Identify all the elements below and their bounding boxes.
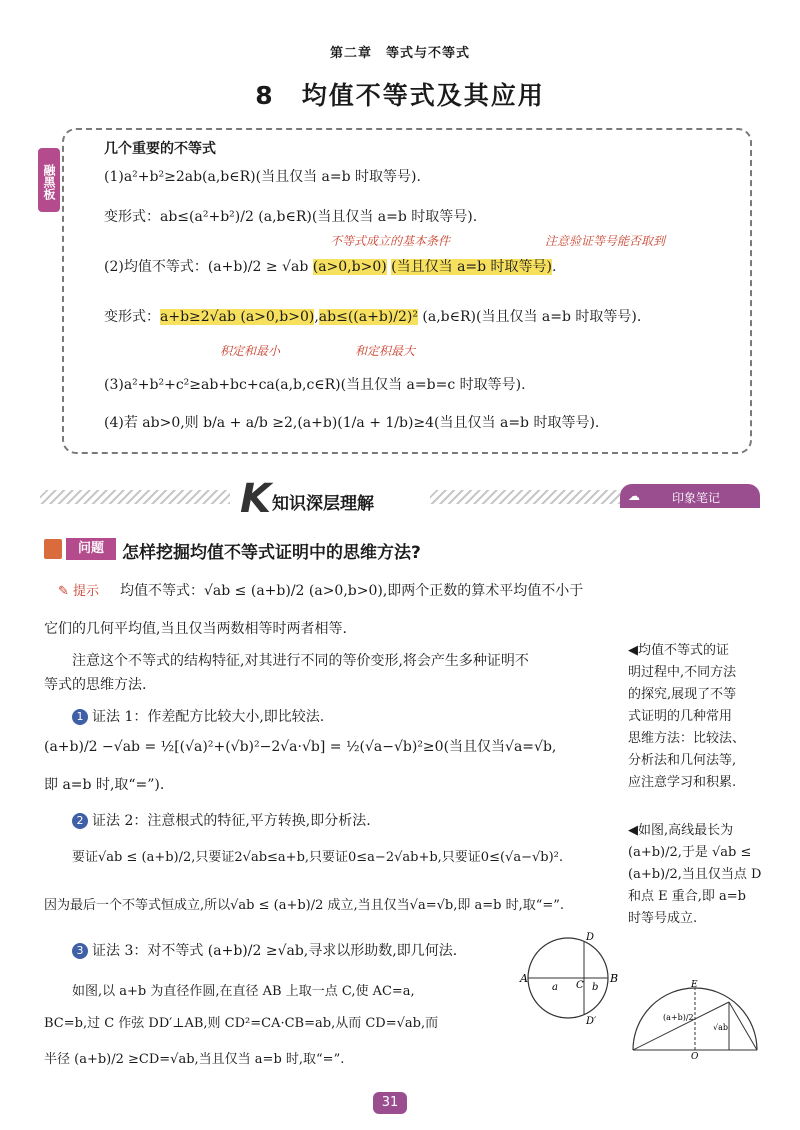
hint-label: ✎ 提示 [58, 584, 100, 599]
side-note-1: ◀均值不等式的证 明过程中,不同方法 的探究,展现了不等 式证明的几种常用 思维方法：比较法、 分析法和几何法等, 应注意学习和积累. [628, 643, 746, 790]
label-o-point: O [691, 1052, 699, 1060]
note-basic-condition: 不等式成立的基本条件 [330, 234, 451, 248]
semicircle-figure [625, 980, 765, 1060]
label-b-length: b [592, 982, 599, 993]
chapter-header: 第二章 等式与不等式 [329, 46, 470, 61]
board-line-6: (4)若 ab>0,则 b/a + a/b ≥2,(a+b)(1/a + 1/b)≥4(当且仅当 a=b 时取等号). [104, 415, 600, 431]
para-line-1: 注意这个不等式的结构特征,对其进行不同的等价变形,将会产生多种证明不 [72, 653, 529, 669]
method-3-line-2: BC=b,过 C 作弦 DD′⊥AB,则 CD²=CA·CB=ab,从而 CD=√ab,而 [44, 1016, 439, 1031]
board-line-2: 变形式：ab≤(a²+b²)/2 (a,b∈R)(当且仅当 a=b 时取等号). [104, 209, 478, 225]
board-line-1: (1)a²+b²≥2ab(a,b∈R)(当且仅当 a=b 时取等号). [104, 169, 421, 185]
method-1-tail: 即 a=b 时,取“=”). [44, 777, 165, 793]
page-title: 8 均值不等式及其应用 [255, 81, 545, 110]
side-note-2: ◀如图,高线最长为 (a+b)/2,于是 √ab ≤ (a+b)/2,当且仅当点 D 和点 E 重合,即 a=b 时等号成立. [628, 823, 762, 926]
label-b-point: B [610, 972, 618, 985]
label-radius: (a+b)/2 [663, 1013, 694, 1022]
question-title: 怎样挖掘均值不等式证明中的思维方法? [122, 543, 421, 563]
variant-condition: (a,b∈R)(当且仅当 a=b 时取等号). [422, 309, 642, 325]
label-e-point: E [691, 980, 698, 990]
question-label: 问题 [66, 538, 116, 560]
label-a-point: A [520, 972, 528, 985]
method-1-formula: (a+b)/2 −√ab = ½[(√a)²+(√b)²−2√a·√b] = ½(√a−√b)²≥0(当且仅当√a=√b, [44, 739, 557, 755]
method-2-formula: 要证√ab ≤ (a+b)/2,只要证2√ab≤a+b,只要证0≤a−2√ab+b,只要证0≤(√a−√b)². [72, 850, 563, 865]
label-sqrt-ab: √ab [713, 1023, 728, 1032]
label-d-prime: D′ [586, 1016, 597, 1027]
label-a-length: a [552, 982, 558, 993]
variant-label: 变形式： [104, 309, 160, 325]
notes-label: 印象笔记 [672, 491, 721, 505]
mean-inequality: (2)均值不等式：(a+b)/2 ≥ √ab [104, 259, 309, 275]
condition-highlight: (a>0,b>0) [312, 259, 387, 275]
para-line-2: 等式的思维方法. [44, 677, 147, 693]
note-product-fixed: 积定和最小 [220, 344, 281, 358]
board-heading: 几个重要的不等式 [104, 141, 216, 157]
board-line-4: 变形式：a+b≥2√ab (a>0,b>0),ab≤((a+b)/2)² (a,b∈R)(当且仅当 a=b 时取等号). [104, 309, 642, 325]
sum-variant: a+b≥2√ab (a>0,b>0) [160, 309, 315, 325]
k-logo-icon: K [240, 476, 271, 522]
method-2-tail: 因为最后一个不等式恒成立,所以√ab ≤ (a+b)/2 成立,当且仅当√a=√b,即 a=b 时,取“=”. [44, 898, 565, 913]
section-title: 知识深层理解 [272, 494, 374, 514]
blackboard-tab: 融黑板 [38, 148, 60, 212]
method-2: 2 证法 2：注意根式的特征,平方转换,即分析法. [72, 810, 371, 830]
product-variant: ab≤((a+b)/2)² [318, 309, 418, 325]
equality-highlight: (当且仅当 a=b 时取等号) [391, 259, 553, 275]
note-verify-equality: 注意验证等号能否取到 [545, 234, 666, 248]
board-line-5: (3)a²+b²+c²≥ab+bc+ca(a,b,c∈R)(当且仅当 a=b=c 时取等号). [104, 377, 526, 393]
notes-tab [620, 484, 760, 508]
circle-figure [518, 928, 618, 1028]
board-line-3: (2)均值不等式：(a+b)/2 ≥ √ab (a>0,b>0) (当且仅当 a=b 时取等号). [104, 259, 557, 275]
method-1: 1 证法 1：作差配方比较大小,即比较法. [72, 706, 324, 726]
hint-line-1: 均值不等式：√ab ≤ (a+b)/2 (a>0,b>0),即两个正数的算术平均值不小于 [120, 583, 584, 599]
page-number: 31 [373, 1092, 407, 1114]
method-3-line-1: 如图,以 a+b 为直径作圆,在直径 AB 上取一点 C,使 AC=a, [72, 984, 415, 999]
label-d-point: D [586, 932, 595, 943]
book-icon [44, 539, 62, 559]
label-c-point: C [576, 980, 584, 991]
method-3: 3 证法 3：对不等式 (a+b)/2 ≥√ab,寻求以形助数,即几何法. [72, 940, 457, 960]
hint-line-2: 它们的几何平均值,当且仅当两数相等时两者相等. [44, 621, 347, 637]
method-3-line-3: 半径 (a+b)/2 ≥CD=√ab,当且仅当 a=b 时,取“=”. [44, 1052, 345, 1067]
cloud-icon: ☁ [628, 489, 640, 503]
note-sum-fixed: 和定积最大 [355, 344, 416, 358]
